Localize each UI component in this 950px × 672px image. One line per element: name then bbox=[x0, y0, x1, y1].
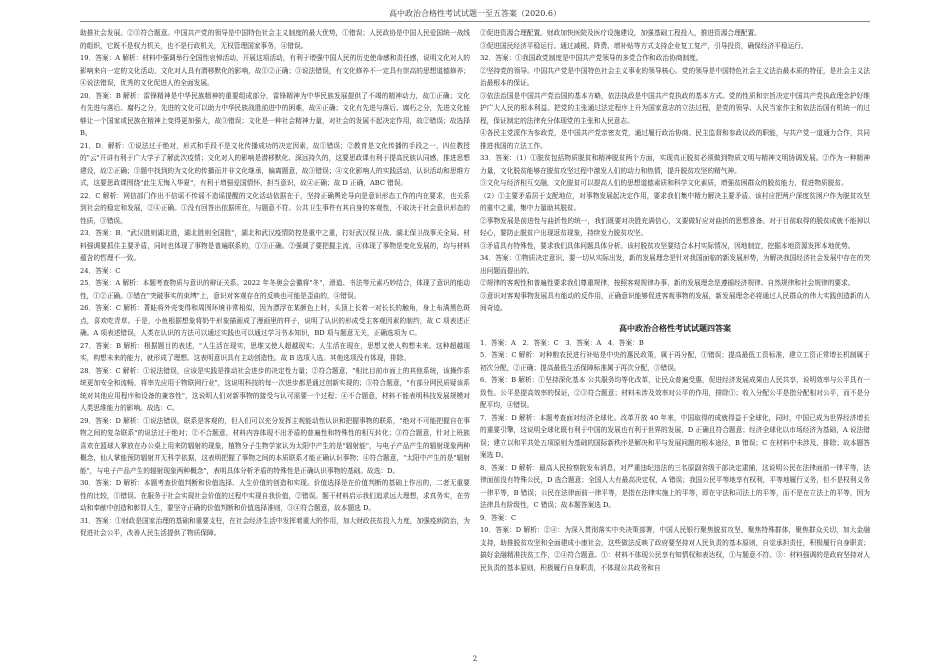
answer-paragraph: 21．D．解析：①说法过于绝对，形式和手段不是文化传播成功的决定因素，故①错误；②教育是文化传播的手段之一，四位教授的"云"开讲有利于广大学子了解此次疫情；文化对人的影响是潜移默化、深远持久的，这要思政课有利于提高民族认同感，推进思想建设，故②正确；③题中找到的为文化的传播而并非文化继承，偏离题意，故③错误；④文化影响人的实践活动，认识活动和思维方式，这要思政课围绕"此生无悔入华夏"，有利于增强爱国情怀，担当意识，故④正确；故 D 正确，ABC 错误。 bbox=[80, 141, 470, 187]
answer-paragraph: 32．答案：①我国政党制度是中国共产党领导的多党合作和政治协商制度。 bbox=[480, 54, 703, 62]
section-title: 高中政治合格性考试试题四答案 bbox=[619, 322, 731, 333]
answer-paragraph: 1．答案：A 2．答案：C 3．答案：A 4．答案：B bbox=[480, 338, 644, 347]
answer-paragraph: 7．答案：D 解析：本题考查面对经济全球化。改革开放 40 年来，中国取得的成就得益于全球化，同时，中国已成为世界经济增长的重要引擎，这说明全球化既有利于中国的发展也有利于世界的发展，D 正确且符合题意；经济全球化以市场经济为基础，A 说法错误；建立以和平共处五项原则为基础的国际新秩序是解决和平与发展问题的根本途径，B 错误；C 在材料中未涉及，排除；故本题答案选 D。 bbox=[480, 413, 870, 459]
answer-paragraph: 10．答案：D 解析：②④：为深入贯彻落实中央决策部署，中国人民银行聚焦脱贫攻坚，聚焦特殊群体，聚焦群众关切，加大金融支持，助推脱贫攻坚和全面建成小康社会，这些做法反映了政府要坚持对人民负责的基本原则，自觉承担责任，积极履行自身职责；搞好金融精准扶贫工作，②④符合题意。①：材料不体现公民享有知情权和表达权，①与题意不符。③：材料强调的是政府坚持对人民负责的基本原则，积极履行自身职责，不体现公共政务和自 bbox=[480, 526, 870, 572]
answer-paragraph: 29．答案：D 解析：①说法错误，联系是客观的，但人们可以充分发挥主观能动性认识和把握事物的联系，"绝对不可能把握自在事物之间的复杂联系"的说法过于绝对；②不合题意，材料内容体现不出矛盾的普遍性和特殊性的相互转化；③符合题意，针对上班族喜欢在篮球人掌放在办公桌上用来防辐射的现象，植物分子生物学家认为太阳中产生的是"辐射能"，与电子产品产生的辐射现象两种概念，仙人掌能预防辐射并无科学依据，这表明把握了事物之间的本质联系才能正确认识事物；④符合题意，"太阳中产生的是"辐射能"，与电子产品产生的辐射现象两种概念"，表明具体分析矛盾的特殊性是正确认识事物的基础。故选：D。 bbox=[80, 416, 470, 475]
answer-paragraph: ③意识对客观事物发展具有能动的反作用，正确意识能够促进客观事物的发展，新发展理念必将通过人民群众的伟大实践创造新的人间奇迹。 bbox=[480, 291, 870, 312]
answer-paragraph: 23．答案：B．"武汉胜则湖北胜，湖北胜则全国胜"，湖北和武汉疫情防控是重中之重，打好武汉保卫战、湖北保卫战事关全局。材料强调要抓住主要矛盾，同时也体现了事物是普遍联系的，①③正确。②强调了要把握主流，④体现了事物是变化发展的，均与材料蕴含的哲理不一致。 bbox=[80, 229, 470, 262]
answer-paragraph: 27．答案：B 解析：根据题目的表述，"人生活在现实，思维又使人超越现实；人生活在现在，思想又使人构想未来。这种超越现实，构想未来的能力，就形成了理想。这表明意识具有主动创造性。故 B 选项入选。其他选项没有体现，排除。 bbox=[80, 341, 470, 362]
answer-paragraph: ②规律的客观性和普遍性要求我们尊重规律，按照客观规律办事，新的发展理念是遵循经济规律、自然规律和社会规律的要求。 bbox=[480, 279, 855, 287]
answer-paragraph: 33．答案：（1）①脱贫包括物质脱贫和精神脱贫两个方面，实现真正脱贫必须做到物质文明与精神文明协调发展。②作为一种精神力量，文化脱贫能够在脱贫攻坚过程中激发人们的动力和热情，提升脱贫攻坚的精气神。 bbox=[480, 154, 870, 175]
answer-paragraph: 30．答案：D 解析：本题考查价值判断和价值选择、人生价值的创造和实现。价值选择是在价值判断的基础上作出的，二者无重要性的比较，①错误。在服务于社会实现社会价值的过程中实现自我价值，②错误。题干材料启示我们追求远大理想，求真务实，在劳动和奉献中创造和彰显人生，要坚守正确的价值判断和价值选择准则，③④符合题意，故本题选 D。 bbox=[80, 479, 470, 512]
answer-paragraph: 20．答案：B 解析：雷锋精神是中华民族精神的重要组成部分，雷锋精神为中华民族发展提供了不竭的精神动力，故①正确；文化有先进与落后、腐朽之分，先进的文化可以助力中华民族战胜前进中的困难，故④正确；文化有先进与落后、腐朽之分，先进文化能够让一个国家或民族在精神上变得更加强大，故③错误；文化是一种社会精神力量，对社会的发展不起决定作用，故②错误；故选择 B。 bbox=[80, 91, 470, 137]
answer-paragraph: ③文化与经济相互交融，文化脱贫可以提高人们的思想道德素质和科学文化素质，增强贫困群众的脱贫能力，促进物质脱贫。 bbox=[480, 179, 848, 187]
answer-paragraph: ②促进资源合理配置。财政加快医院及医疗设施建设，加强基础工程投入，推进资源合理配置。 bbox=[480, 29, 761, 37]
answer-paragraph: ②事物发展是前进性与曲折性的统一，我们既要对决胜充满信心，又要做好应对曲折的思想准备。对于目前取得的脱贫成就不能掉以轻心，要防止脱贫户出现返贫现象，持续发力脱贫攻坚。 bbox=[480, 216, 870, 237]
answer-paragraph: 34．答案：①物质决定意识，要一切从实际出发，新的发展理念是针对我国面临的新发展形势，为解决我国经济社会发展中存在的突出问题而提出的。 bbox=[480, 254, 870, 275]
answer-paragraph: 8．答案：D 解析：最高人民检察院发布消息，对严重违纪违法的三名原副省级干部决定逮捕，这说明公民在法律面前一律平等，法律面前没有特殊公民，D 选合题意；全国人大有最高决定权，A 错误；我国公民平等地享有权利，平等地履行义务，但不是权利义务一律平等，B 错误；公民在法律面前一律平等，是指在法律实施上的平等，即在守法和司法上的平等，而不是在立法上的平等，因为法律具有阶级性，C 错误；故本题答案选 D。 bbox=[480, 463, 870, 509]
answer-paragraph: 6．答案：B 解析：①坚持深化基本 公共服务均等化改革，让民众普遍受惠，促进经济发展成果由人民共享，说明效率与公平具有一致性。公平是提高效率的保证，②③符合题意；材料未涉及效率对公平的作用，排除①；收入分配公平是指分配相对公平，而不是分配平均，④错误。 bbox=[480, 376, 870, 409]
left-column bbox=[80, 27, 470, 635]
answer-paragraph: 31．答案：①财政是国家治理的基础和重要支柱，在社会经济生活中发挥着重大的作用，加大财政扶贫投入力度，加强疫病防治，为促进社会公平，改善人民生活提供了物质保障。 bbox=[80, 516, 470, 537]
page-header: 高中政治合格性考试试题一至五答案（2020.6） bbox=[389, 9, 561, 18]
answer-paragraph: ②坚持党的领导。中国共产党是中国特色社会主义事业的领导核心。党的领导是中国特色社会主义法治最本质的特征，是社会主义法治最根本的保证。 bbox=[480, 66, 870, 87]
answer-paragraph: ③促进国民经济平稳运行。通过减税、降费、增补贴等方式支持企业复工复产，引导投资，确保经济平稳运行。 bbox=[480, 41, 808, 50]
answer-paragraph: （2）①主要矛盾居于支配地位，对事物发展起决定作用，要求我们集中精力解决主要矛盾。该村应把两户深度贫困户作为脱贫攻坚的重中之重，集中力量助其脱贫。 bbox=[480, 191, 870, 212]
page-number: 2 bbox=[472, 655, 478, 663]
answer-paragraph: ③矛盾具有特殊性，要求我们具体问题具体分析。该村脱贫攻坚要结合本村实际情况，因地制宜，挖掘本地资源发挥本地优势。 bbox=[480, 241, 855, 250]
answer-paragraph: 9．答案：C bbox=[480, 513, 517, 522]
answer-paragraph: 5．答案：C 解析：对种粮农民进行补贴是中央的惠民政策，属于再分配，①错误；提高最低工资标准，建立工资正常增长机制属于初次分配，②正确；提高最低生活保障标准属于再次分配，③错误。 bbox=[480, 351, 870, 372]
answer-paragraph: 28．答案：C 解析：①说法错误，应该是实践是推动社会进步的决定性力量；②符合题意，"相比目前市面上的其他系统，该操作系统更加安全和流畅，将率先应用于物联网行业"，这说明科技的每一次进步都是通过创新实现的；③符合题意，"有部分网民质疑该系统对其他应用程序和设备的兼容性"，这说明人们对新事物的接受与认可需要一个过程；④不合题意，材料不能表明科技发展规模对人类思维能力的影响。故选：C。 bbox=[80, 366, 470, 412]
answer-paragraph: ③依法治国是中国共产党治国的基本方略，依法执政是中国共产党执政的基本方式。党的性质和宗旨决定中国共产党执政理念护好维护广大人民的根本利益。把党的主张通过法定程序上升为国家意志的立法过程，是党的领导、人民当家作主和依法治国有机统一的过程，保证制定的法律充分体现党的主张和人民意志。 bbox=[480, 91, 870, 125]
answer-paragraph: 26．答案：C 解析：菁蛙将外壳变得和周围环境非常相似，因为漂浮在某颜色上时，头顶上长着一对长长的触角，身上布满黑色斑点，喜欢吃青草。于是，小鱼根据想象将奶牛形象描画成了漫画里的样子，说明了认识的形成受主客观因素的制约，故 C 项表述正确。A 项表述错误，人类在认识的方法可以通过实践也可以通过学习书本知识，BD 项与题意无关，正确选项为 C。 bbox=[80, 304, 470, 337]
answer-paragraph: 24．答案：C bbox=[80, 266, 121, 275]
answer-paragraph: ④各民主党派作为参政党，是中国共产党亲密友党，通过履行政治协商、民主监督和参政议政的职能，与共产党一道通力合作，共同推进我国的立法工作。 bbox=[480, 129, 870, 150]
answer-paragraph: 19．答案：A 解析：材料中强调举行全国性哀悼活动，开展这项活动，有利于增强中国人民的历史使命感和责任感，说明文化对人的影响来自一定的文化活动，文化对人具有潜移默化的影响，故①②正确；③说法错误，有文化修养不一定具有崇高的思想道德修养；④说法错误，优秀的文化促进人的全面发展。 bbox=[80, 54, 470, 87]
answer-paragraph: 助推社会发展。②③符合题意。中国共产党的领导是中国特色社会主义制度的最大优势，①错误；人民政协是中国人民爱国统一战线的组织，它既不是权力机关，也不是行政机关，无权管理国家事务，④错误。 bbox=[80, 29, 470, 50]
answer-paragraph: 25．答案：A 解析：本题考查物质与意识的辩证关系。2022 年冬奥会会徽将"冬"，滑道、书法等元素巧妙结合，体现了意识的能动性，①②正确。③错在"突破事实的束缚"上，意识对客观存在的反映也可能是歪曲的，④错误。 bbox=[80, 279, 470, 300]
right-column bbox=[480, 27, 870, 635]
header-rule bbox=[80, 21, 870, 22]
answer-paragraph: 22．C 解析：网信部门作出不信谣不传谣不造谣提醒的文化活动依据在于，坚持正确舆论导向是意识形态工作的内在要求，也关系到社会的稳定和发展，②④正确。①没有回答出依据所在，与题意不符。公共卫生事件有其自身的客观性，不取决于社会意识形态的性质，③错误。 bbox=[80, 191, 470, 225]
